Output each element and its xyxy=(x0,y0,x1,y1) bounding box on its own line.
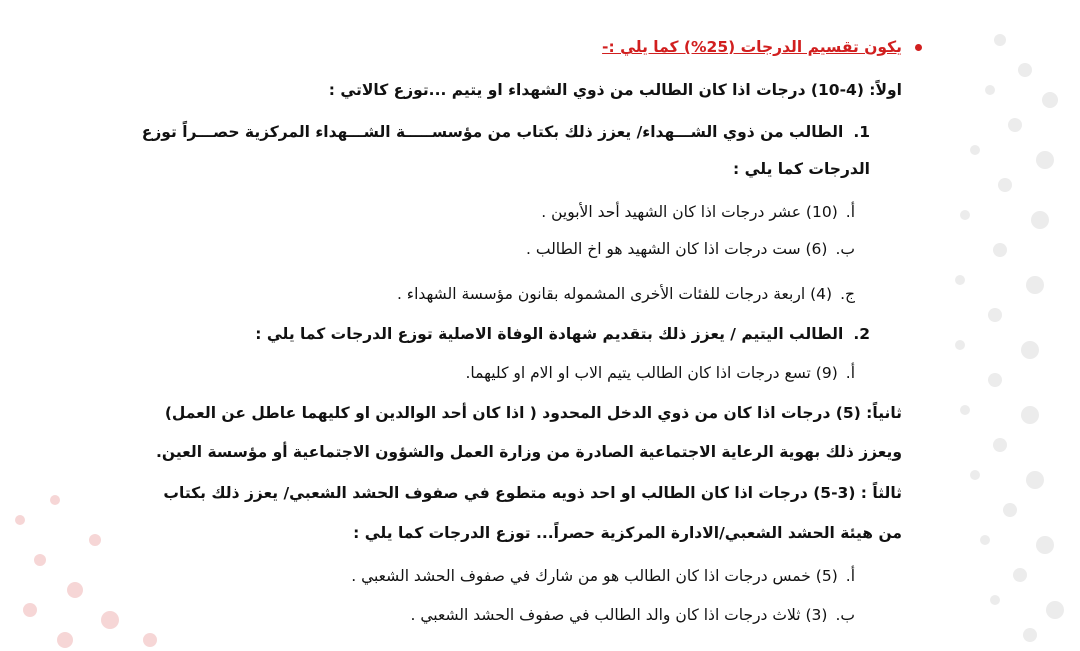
item1-number: 1. xyxy=(853,123,870,141)
item2-text: الطالب اليتيم / يعزز ذلك بتقديم شهادة الوفاة الاصلية توزع الدرجات كما يلي : xyxy=(255,325,844,343)
section-third-line1: ثالثاً : (3-5) درجات اذا كان الطالب او احد ذويه متطوع في صفوف الحشد الشعبي/ يعزز ذلك بكتاب xyxy=(163,484,902,502)
item1-a-text: (10) عشر درجات اذا كان الشهيد أحد الأبوين . xyxy=(541,203,838,221)
item1-c-text: (4) اربعة درجات للفئات الأخرى المشموله بقانون مؤسسة الشهداء . xyxy=(396,285,833,303)
page-heading: يكون تقسيم الدرجات (25%) كما يلي :- xyxy=(602,38,902,56)
section-first-title: اولاً: (4-10) درجات اذا كان الطالب من ذوي الشهداء او يتيم ...توزع كالاتي : xyxy=(328,81,902,99)
third-a xyxy=(351,565,855,587)
item2-a-letter: أ. xyxy=(845,364,855,382)
section-second-line1: ثانياً: (5) درجات اذا كان من ذوي الدخل المحدود ( اذا كان أحد الوالدين او كليهما عاطل عن العمل) xyxy=(164,404,902,422)
third-b-text: (3) ثلاث درجات اذا كان والد الطالب في صفوف الحشد الشعبي . xyxy=(410,606,828,624)
item1-c xyxy=(397,283,855,305)
section-third-line2: من هيئة الحشد الشعبي/الادارة المركزية حصراً... توزع الدرجات كما يلي : xyxy=(353,524,902,542)
item1-b-text: (6) ست درجات اذا كان الشهيد هو اخ الطالب . xyxy=(526,240,828,258)
item2-number: 2. xyxy=(853,325,870,343)
item1-line1 xyxy=(142,121,870,143)
item1-c-letter: ج. xyxy=(840,285,855,303)
item1-b-letter: ب. xyxy=(835,240,855,258)
item1-a-letter: أ. xyxy=(845,203,855,221)
third-b-letter: ب. xyxy=(835,606,855,624)
item1-text: الطالب من ذوي الشـــهداء/ يعزز ذلك بكتاب من مؤسســـــة الشـــهداء المركزية حصـــراً توزع xyxy=(141,123,844,141)
item1-line2: الدرجات كما يلي : xyxy=(732,160,870,178)
item2-a xyxy=(466,362,856,384)
item1-b xyxy=(526,238,855,260)
section-second-line2: ويعزز ذلك بهوية الرعاية الاجتماعية الصادرة من وزارة العمل والشؤون الاجتماعية أو مؤسسة العين. xyxy=(156,443,902,461)
item2-line xyxy=(255,323,870,345)
item1-a xyxy=(541,201,855,223)
item2-a-text: (9) تسع درجات اذا كان الطالب يتيم الاب او الام او كليهما. xyxy=(465,364,838,382)
heading-bullet-icon xyxy=(915,44,922,51)
third-a-text: (5) خمس درجات اذا كان الطالب هو من شارك في صفوف الحشد الشعبي . xyxy=(351,567,838,585)
third-b xyxy=(411,604,855,626)
third-a-letter: أ. xyxy=(845,567,855,585)
